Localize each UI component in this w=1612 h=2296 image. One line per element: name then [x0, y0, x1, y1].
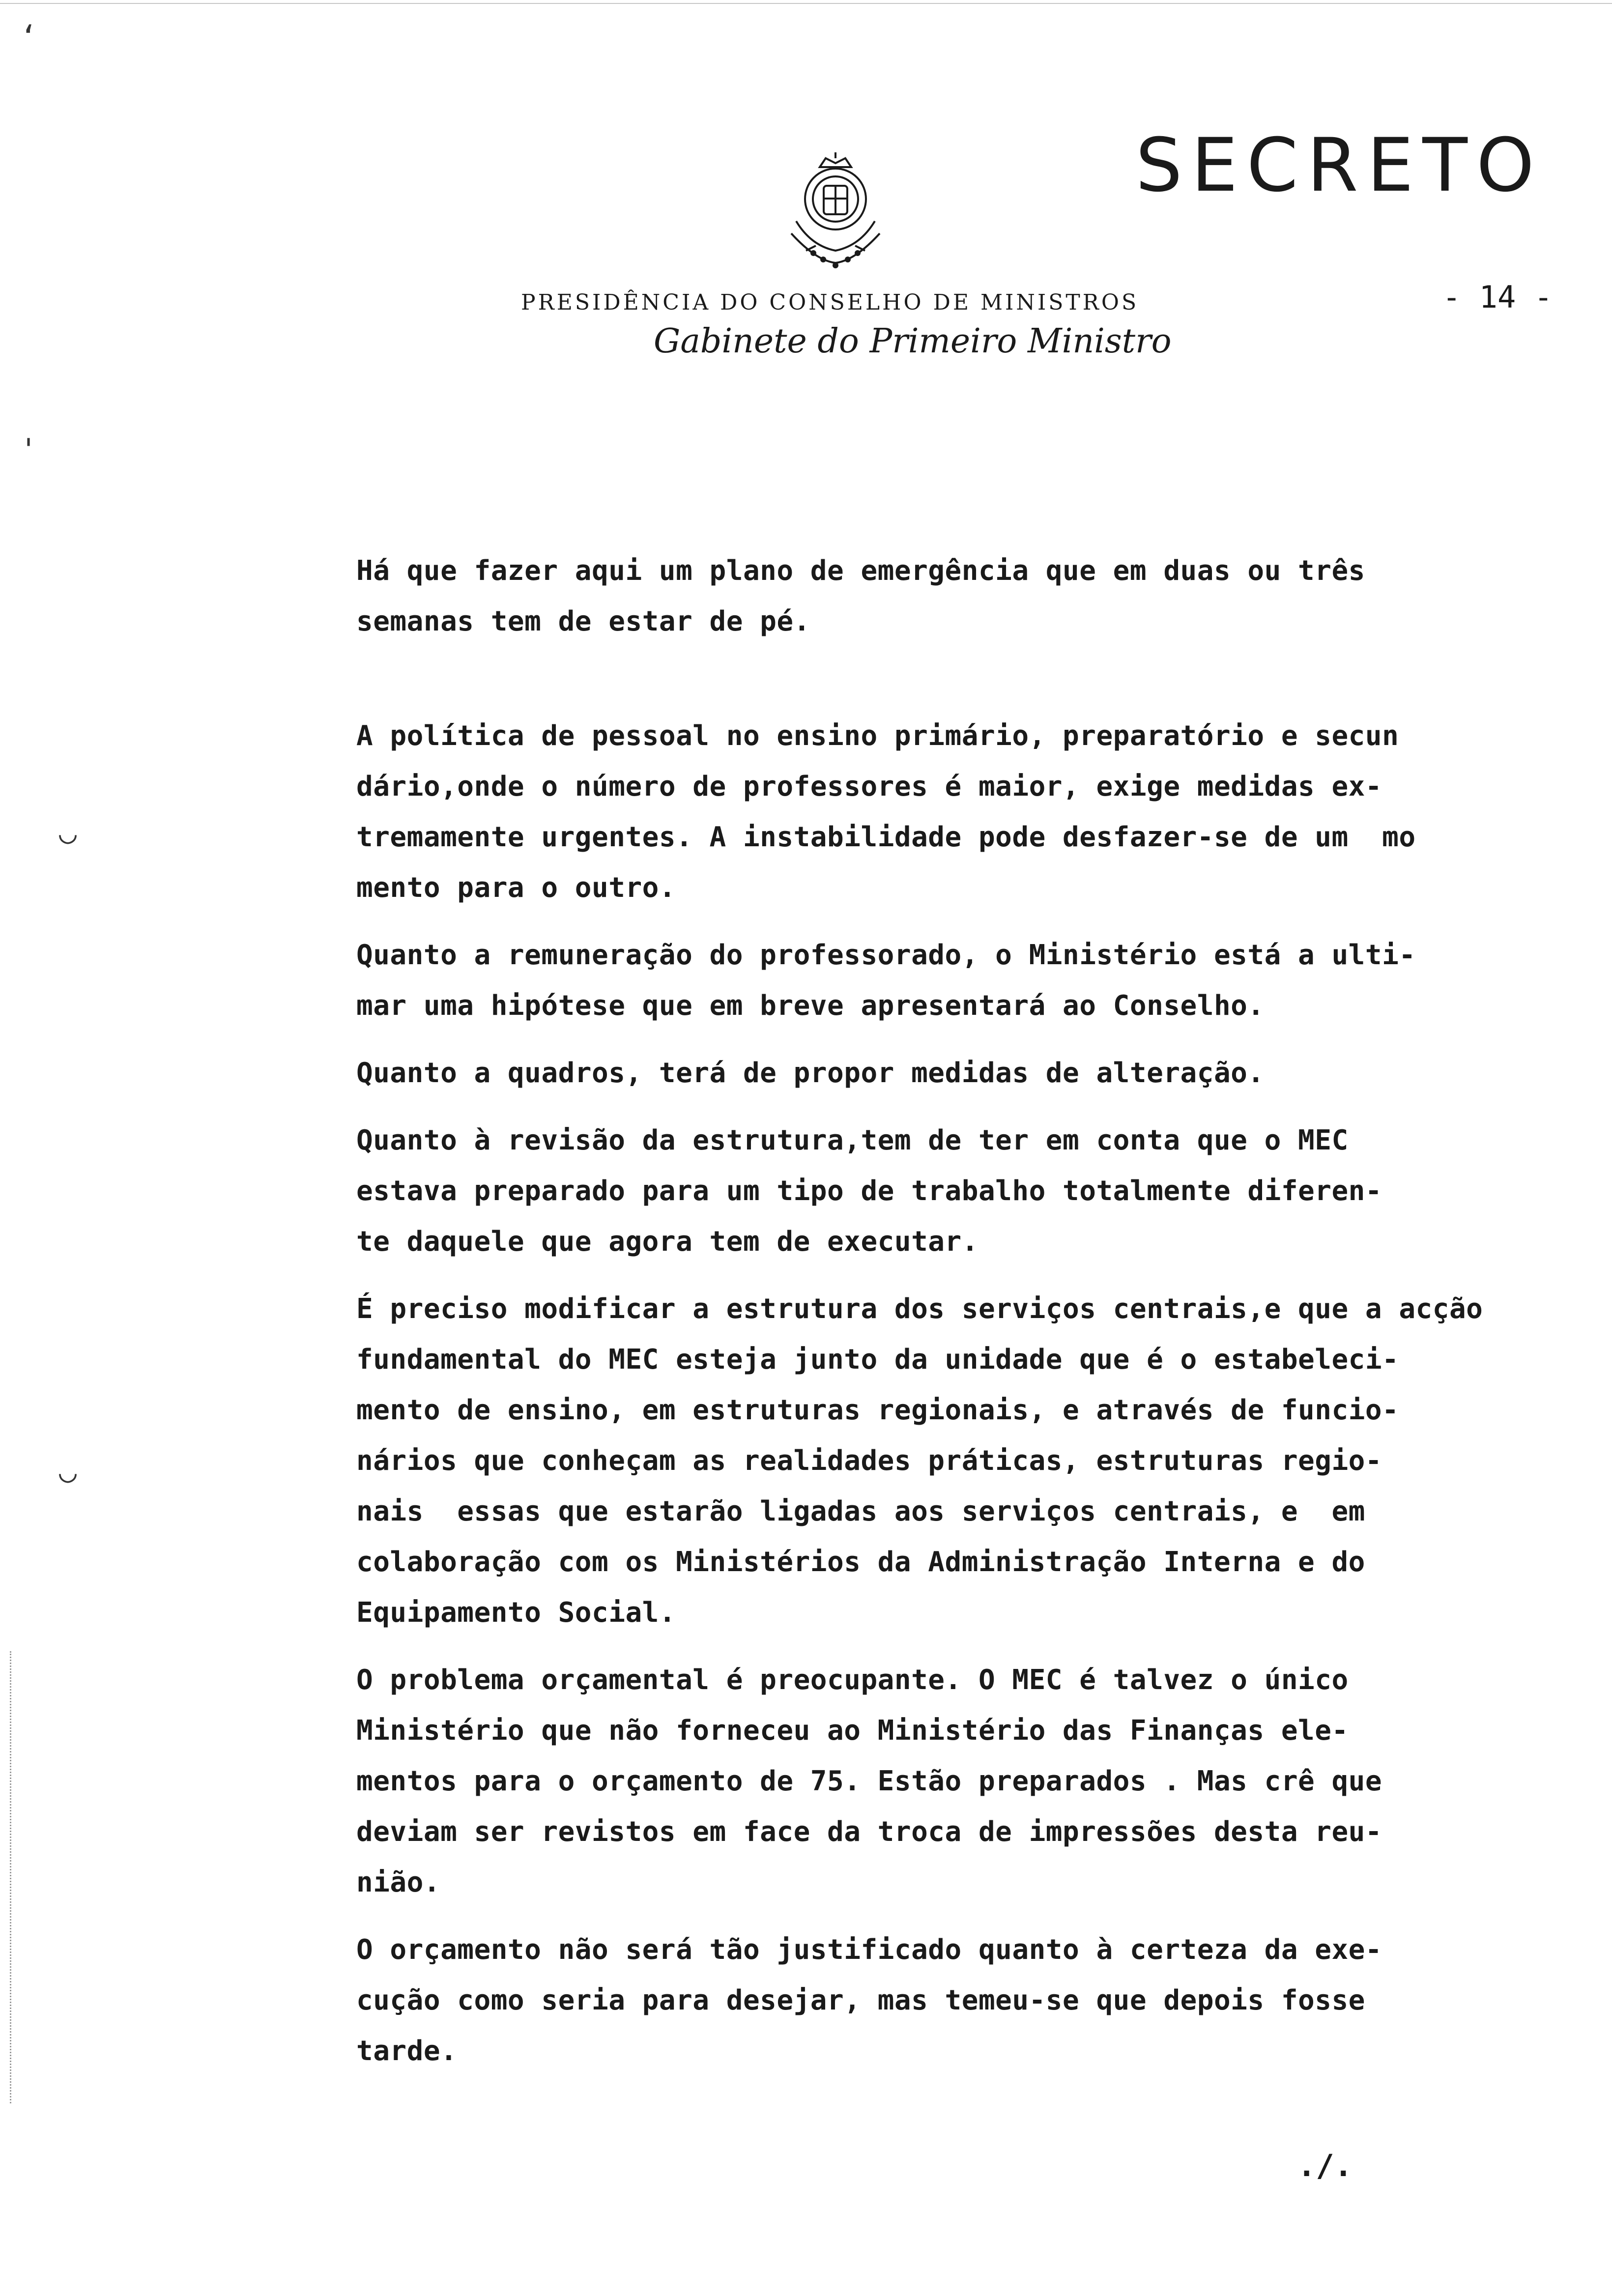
paragraph [356, 1115, 1565, 1267]
paragraph [356, 711, 1565, 913]
text-line: fundamental do MEC esteja junto da unidade que é o estabeleci- [356, 1344, 1399, 1376]
text-line: estava preparado para um tipo de trabalho totalmente diferen- [356, 1175, 1382, 1207]
page-number: - 14 - [1442, 279, 1553, 315]
text-line: Há que fazer aqui um plano de emergência que em duas ou três [356, 555, 1365, 587]
text-line: dário,onde o número de professores é maior, exige medidas ex- [356, 771, 1382, 803]
office-name: PRESIDÊNCIA DO CONSELHO DE MINISTROS [521, 290, 1139, 315]
text-line: tarde. [356, 2035, 458, 2067]
text-line: Equipamento Social. [356, 1597, 676, 1629]
text-line: deviam ser revistos em face da troca de impressões desta reu- [356, 1816, 1382, 1848]
office-subtitle: Gabinete do Primeiro Ministro [654, 322, 1172, 361]
text-line: nais essas que estarão ligadas aos serviços centrais, e em [356, 1495, 1365, 1527]
text-line: Quanto a quadros, terá de propor medidas de alteração. [356, 1057, 1265, 1089]
text-line: mento para o outro. [356, 872, 676, 904]
text-line: É preciso modificar a estrutura dos serviços centrais,e que a acção [356, 1293, 1483, 1325]
continuation-mark: ./. [1297, 2148, 1353, 2183]
paragraph [356, 1048, 1565, 1098]
text-line: mar uma hipótese que em breve apresentará ao Conselho. [356, 990, 1265, 1022]
text-line: te daquele que agora tem de executar. [356, 1226, 979, 1258]
paragraph [356, 1655, 1565, 1908]
text-line: Ministério que não forneceu ao Ministério das Finanças ele- [356, 1715, 1349, 1747]
document-body [356, 545, 1565, 2093]
text-line: nião. [356, 1866, 441, 1898]
text-line: mento de ensino, em estruturas regionais, e através de funcio- [356, 1394, 1399, 1426]
corner-mark-icon: ‘ [20, 20, 38, 54]
paragraph [356, 1924, 1565, 2076]
margin-curve-icon: ◡ [59, 1455, 77, 1489]
text-line: mentos para o orçamento de 75. Estão preparados . Mas crê que [356, 1765, 1382, 1797]
text-line: O problema orçamental é preocupante. O MEC é talvez o único [356, 1664, 1349, 1696]
margin-curve-icon: ◡ [59, 816, 77, 850]
text-line: A política de pessoal no ensino primário, preparatório e secun [356, 720, 1399, 752]
text-line: Quanto a remuneração do professorado, o Ministério está a ulti- [356, 939, 1416, 971]
paragraph [356, 930, 1565, 1031]
paragraph [356, 1284, 1565, 1638]
coat-of-arms-icon [777, 147, 894, 275]
text-line: colaboração com os Ministérios da Administração Interna e do [356, 1546, 1365, 1578]
text-line: nários que conheçam as realidades práticas, estruturas regio- [356, 1445, 1382, 1477]
binder-perforation [10, 1651, 14, 2103]
margin-tick-icon: ' [20, 432, 38, 467]
paragraph [356, 545, 1565, 647]
text-line: cução como seria para desejar, mas temeu-se que depois fosse [356, 1984, 1365, 2016]
text-line: Quanto à revisão da estrutura,tem de ter em conta que o MEC [356, 1124, 1349, 1156]
text-line: O orçamento não será tão justificado quanto à certeza da exe- [356, 1934, 1382, 1966]
top-edge-rule [0, 3, 1612, 4]
text-line: tremamente urgentes. A instabilidade pode desfazer-se de um mo [356, 821, 1416, 853]
text-line: semanas tem de estar de pé. [356, 605, 810, 637]
classification-stamp: SECRETO [1135, 123, 1543, 208]
